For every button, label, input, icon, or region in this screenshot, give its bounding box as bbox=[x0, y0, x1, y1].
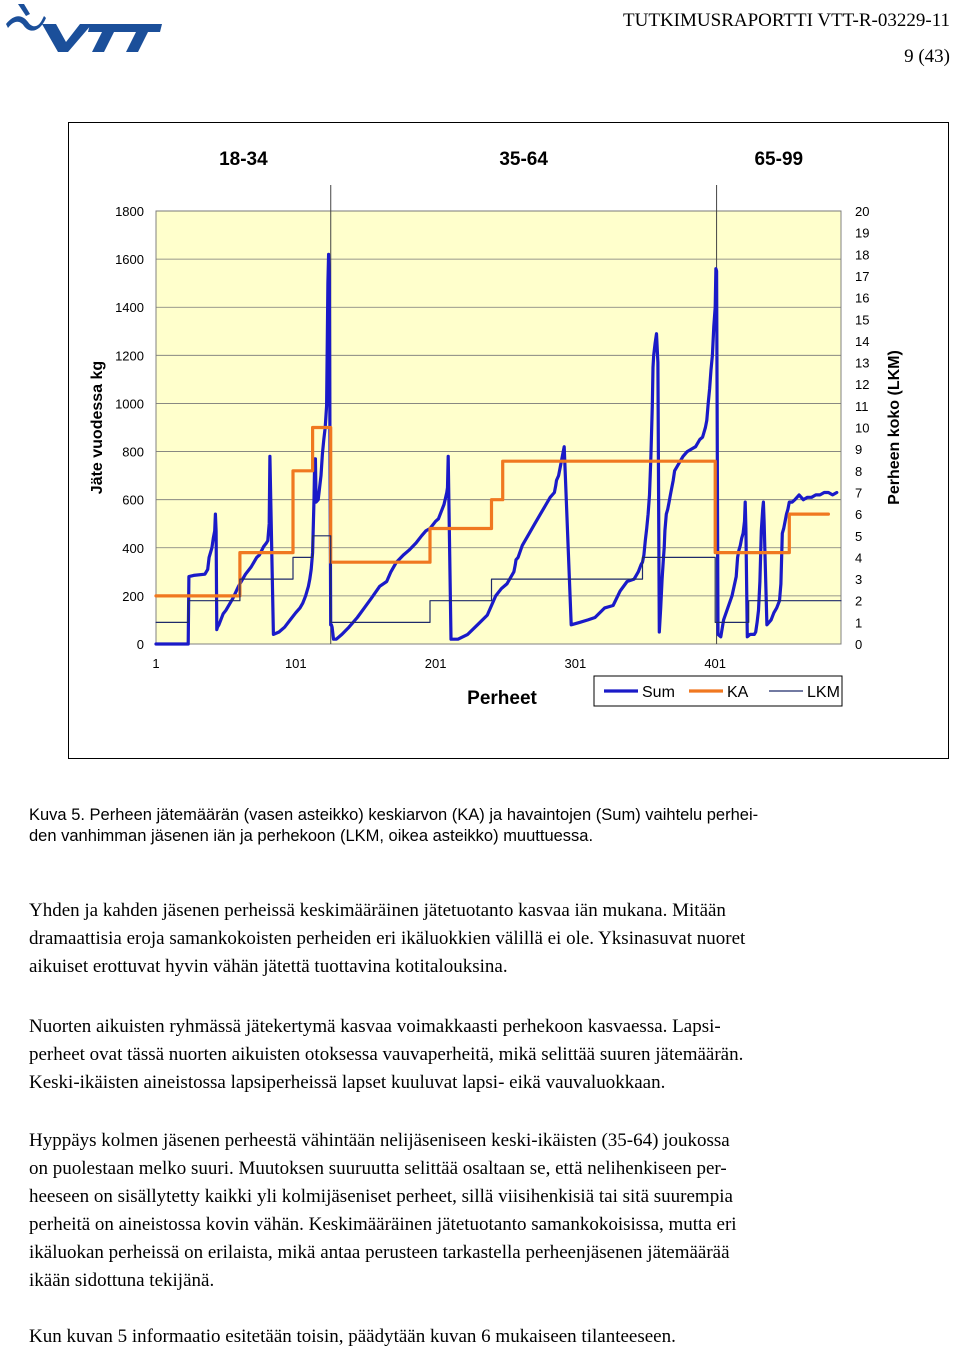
y2-tick-label: 3 bbox=[855, 572, 863, 588]
vtt-logo bbox=[4, 2, 164, 54]
paragraph-2 bbox=[29, 1013, 939, 1097]
paragraph-4 bbox=[29, 1323, 939, 1351]
x-tick-label: 201 bbox=[424, 656, 447, 671]
y2-tick-label: 0 bbox=[855, 637, 863, 652]
logo-letter-t2 bbox=[124, 24, 162, 52]
x-tick-label: 101 bbox=[284, 656, 307, 671]
y2-tick-label: 14 bbox=[855, 333, 870, 349]
group-label: 65-99 bbox=[754, 149, 804, 170]
chart bbox=[69, 123, 950, 760]
text-line: Yhden ja kahden jäsenen perheissä keskimääräinen jätetuotanto kasvaa iän mukana. Mitään bbox=[29, 900, 726, 921]
y-tick-label: 1000 bbox=[115, 396, 144, 412]
y2-tick-label: 16 bbox=[855, 290, 870, 306]
text-line: ikäluokan perheissä on erilaista, mikä antaa perusteen tarkastella perheenjäsenen jätemäärää bbox=[29, 1242, 730, 1263]
y2-tick-label: 9 bbox=[855, 442, 863, 458]
x-tick-label: 401 bbox=[704, 656, 727, 671]
text-line: Keski-ikäisten aineistossa lapsiperheissä lapset kuuluvat lapsi- eikä vauvaluokkaan. bbox=[29, 1072, 666, 1093]
y2-tick-label: 20 bbox=[855, 204, 870, 219]
y2-tick-label: 11 bbox=[855, 398, 869, 414]
text-line: Hyppäys kolmen jäsenen perheestä vähintään nelijäseniseen keski-ikäisten (35-64) joukossa bbox=[29, 1130, 730, 1151]
text-line: on puolestaan melko suuri. Muutoksen suuruutta selittää osaltaan se, että nelihenkiseen per- bbox=[29, 1158, 727, 1179]
legend-label: LKM bbox=[807, 684, 840, 701]
group-label: 35-64 bbox=[499, 149, 548, 170]
chart-frame bbox=[68, 122, 949, 759]
y2-tick-label: 12 bbox=[855, 377, 870, 393]
y-tick-label: 400 bbox=[122, 540, 144, 556]
y-tick-label: 0 bbox=[136, 637, 144, 652]
caption-line: den vanhimman jäsenen iän ja perhekoon (LKM, oikea asteikko) muuttuessa. bbox=[29, 827, 594, 845]
y2-tick-label: 19 bbox=[855, 225, 870, 241]
y-tick-label: 600 bbox=[122, 492, 144, 508]
y-tick-label: 1200 bbox=[115, 348, 144, 364]
text-line: aikuiset erottuvat hyvin vähän jätettä tuottavina kotitalouksina. bbox=[29, 956, 508, 977]
y-tick-label: 1600 bbox=[115, 252, 144, 268]
y2-tick-label: 10 bbox=[855, 420, 870, 436]
logo-letter-t1 bbox=[88, 24, 128, 52]
y-tick-label: 800 bbox=[122, 444, 144, 460]
y2-tick-label: 6 bbox=[855, 507, 863, 523]
paragraph-1 bbox=[29, 897, 939, 981]
y-tick-label: 1800 bbox=[115, 204, 144, 219]
text-line: Nuorten aikuisten ryhmässä jätekertymä kasvaa voimakkaasti perhekoon kasvaessa. Lapsi- bbox=[29, 1016, 721, 1037]
page-number: 9 (43) bbox=[904, 46, 950, 67]
text-line: perheet ovat tässä nuorten aikuisten otoksessa vauvaperheitä, mikä selittää suuren jätemäärän. bbox=[29, 1044, 744, 1065]
x-axis-label: Perheet bbox=[467, 688, 537, 709]
y2-tick-label: 15 bbox=[855, 312, 870, 328]
y2-tick-label: 7 bbox=[855, 485, 863, 501]
y-tick-label: 1400 bbox=[115, 300, 144, 316]
text-line: heeseen on sisällytetty kaikki yli kolmijäseniset perheet, sillä viisihenkisiä tai sitä suurempia bbox=[29, 1186, 733, 1207]
y2-tick-label: 18 bbox=[855, 247, 870, 263]
text-line: dramaattisia eroja samankokoisten perheiden eri ikäluokkien välillä ei ole. Yksinasuvat nuoret bbox=[29, 928, 746, 949]
y2-tick-label: 17 bbox=[855, 268, 870, 284]
group-label: 18-34 bbox=[219, 149, 268, 170]
logo-wave-mark-2 bbox=[18, 4, 30, 16]
y2-tick-label: 5 bbox=[855, 528, 863, 544]
text-line: perheitä on aineistossa kovin vähän. Keskimääräinen jätetuotanto samankokoisissa, mutta eri bbox=[29, 1214, 737, 1235]
x-tick-label: 301 bbox=[564, 656, 587, 671]
y2-tick-label: 2 bbox=[855, 593, 863, 609]
x-tick-label: 1 bbox=[152, 656, 160, 671]
report-id: TUTKIMUSRAPORTTI VTT-R-03229-11 bbox=[623, 10, 950, 31]
paragraph-3 bbox=[29, 1127, 939, 1295]
text-line: Kun kuvan 5 informaatio esitetään toisin, päädytään kuvan 6 mukaiseen tilanteeseen. bbox=[29, 1326, 676, 1347]
y2-tick-label: 1 bbox=[855, 615, 863, 631]
y-tick-label: 200 bbox=[122, 588, 144, 604]
text-line: ikään sidottuna tekijänä. bbox=[29, 1270, 215, 1291]
y2-tick-label: 13 bbox=[855, 355, 870, 371]
logo-wave-mark bbox=[6, 16, 46, 31]
caption-line: Kuva 5. Perheen jätemäärän (vasen asteikko) keskiarvon (KA) ja havaintojen (Sum) vaihtelu perhei- bbox=[29, 806, 759, 824]
logo-letter-v bbox=[42, 24, 92, 52]
figure-caption bbox=[29, 805, 939, 847]
y-axis-label: Jäte vuodessa kg bbox=[89, 360, 106, 495]
y2-axis-label: Perheen koko (LKM) bbox=[886, 350, 903, 505]
legend-label: KA bbox=[727, 684, 749, 701]
y2-tick-label: 8 bbox=[855, 463, 863, 479]
y2-tick-label: 4 bbox=[855, 550, 863, 566]
legend-label: Sum bbox=[642, 684, 675, 701]
